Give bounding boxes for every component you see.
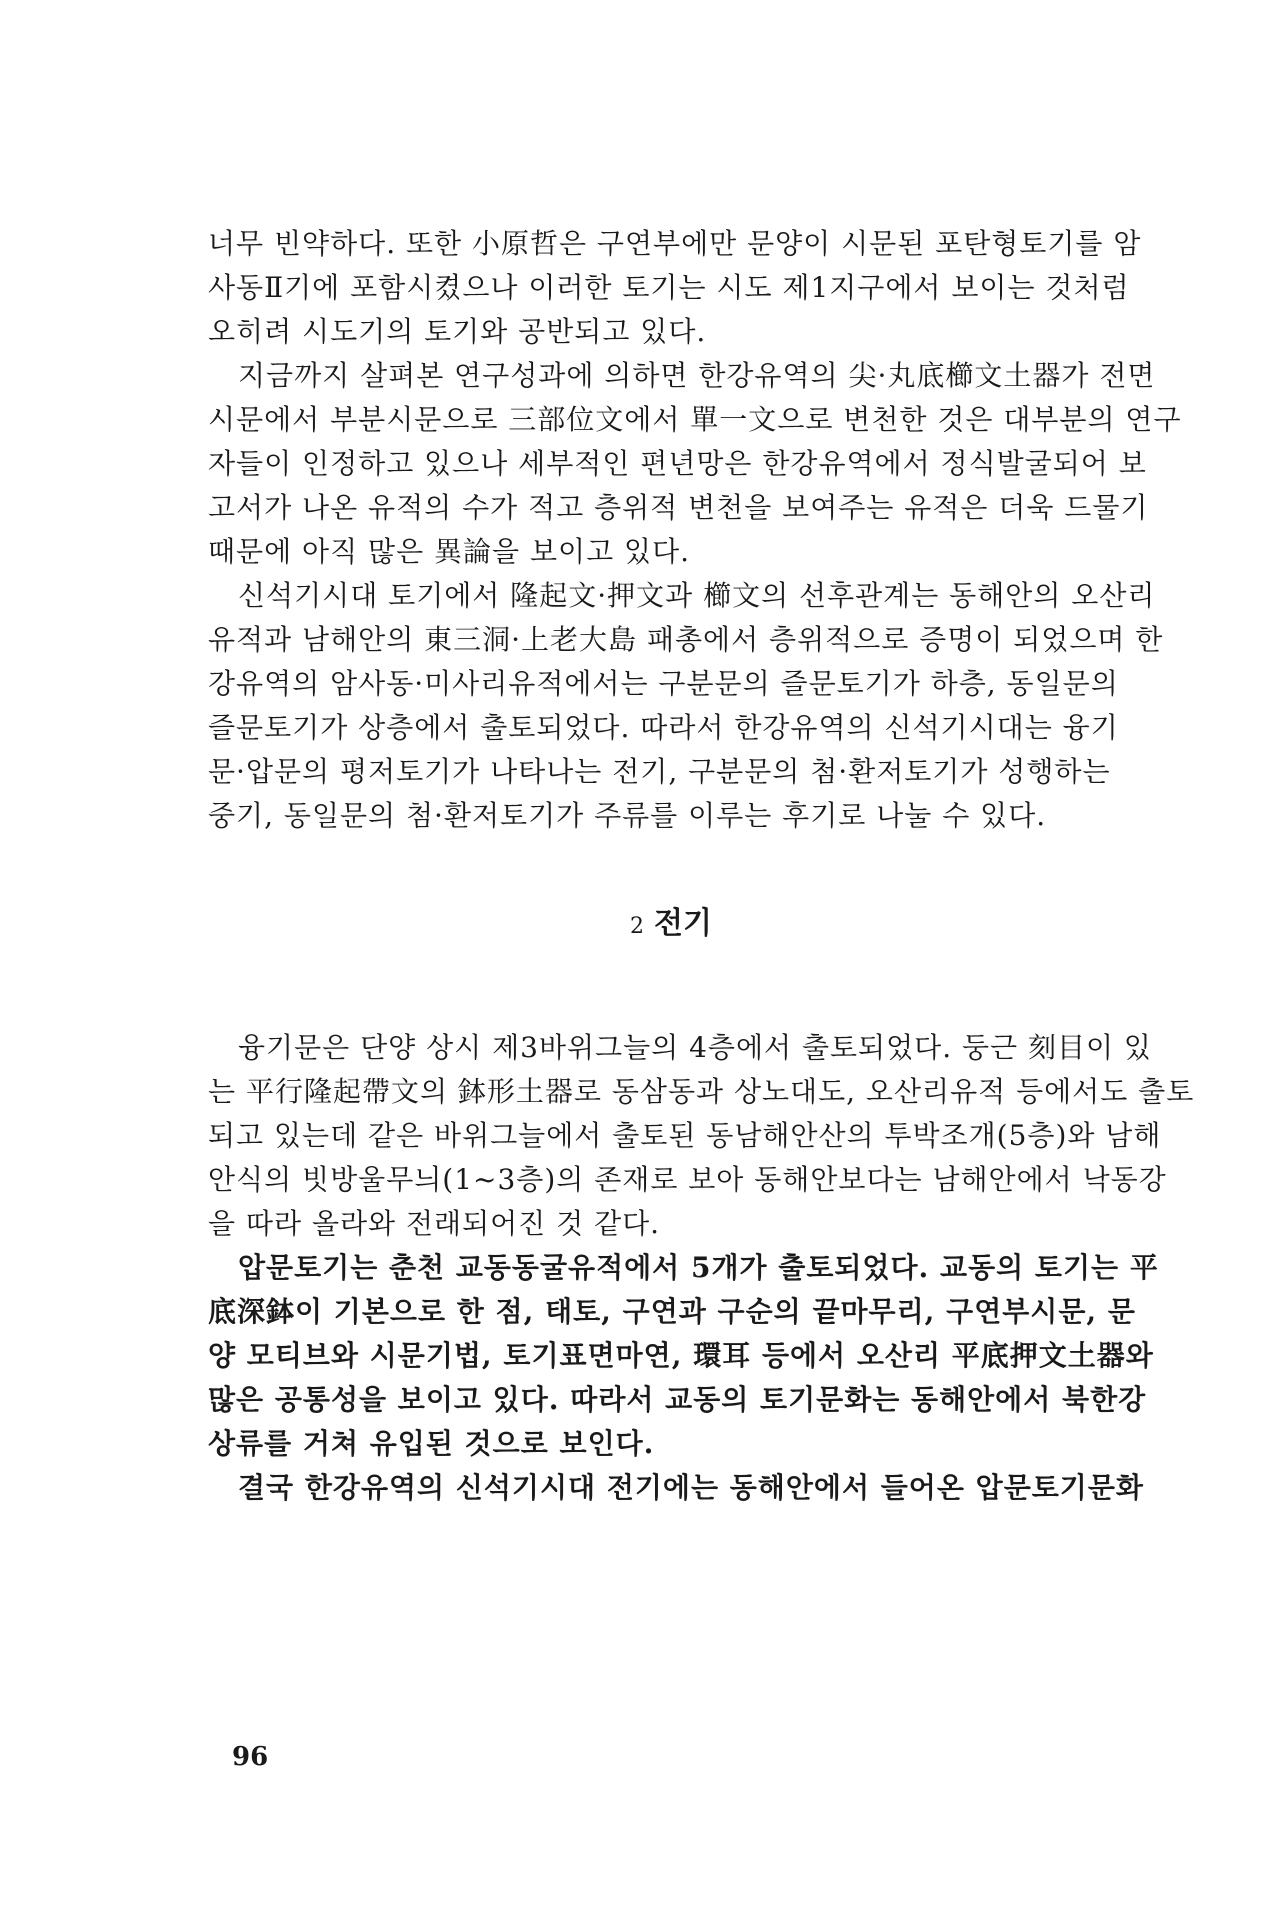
- text-line: 고서가 나온 유적의 수가 적고 층위적 변천을 보여주는 유적은 더욱 드물기: [208, 491, 1149, 524]
- paragraph: [208, 1246, 1159, 1466]
- section-number: 2: [630, 914, 645, 939]
- text-line: 는 平行隆起帶文의 鉢形土器로 동삼동과 상노대도, 오산리유적 등에서도 출토: [208, 1075, 1195, 1108]
- text-line: 오히려 시도기의 토기와 공반되고 있다.: [208, 315, 707, 348]
- text-line: 을 따라 올라와 전래되어진 것 같다.: [208, 1207, 661, 1240]
- text-line: 결국 한강유역의 신석기시대 전기에는 동해안에서 들어온 압문토기문화: [238, 1471, 1144, 1504]
- text-line: 底深鉢이 기본으로 한 점, 태토, 구연과 구순의 끝마무리, 구연부시문, 문: [208, 1295, 1136, 1328]
- text-line: 양 모티브와 시문기법, 토기표면마연, 環耳 등에서 오산리 平底押文土器와: [208, 1339, 1154, 1372]
- text-line: 문·압문의 평저토기가 나타나는 전기, 구분문의 첨·환저토기가 성행하는: [208, 755, 1111, 788]
- paragraph: [208, 354, 1182, 574]
- text-line: 시문에서 부분시문으로 三部位文에서 單一文으로 변천한 것은 대부분의 연구: [208, 403, 1182, 436]
- text-line: 신석기시대 토기에서 隆起文·押文과 櫛文의 선후관계는 동해안의 오산리: [238, 579, 1156, 612]
- text-line: 중기, 동일문의 첨·환저토기가 주류를 이루는 후기로 나눌 수 있다.: [208, 799, 1047, 832]
- paragraph: [208, 222, 1142, 354]
- section-heading: [208, 902, 1134, 946]
- text-line: 자들이 인정하고 있으나 세부적인 편년망은 한강유역에서 정식발굴되어 보: [208, 447, 1147, 480]
- text-line: 사동Ⅱ기에 포함시켰으나 이러한 토기는 시도 제1지구에서 보이는 것처럼: [208, 271, 1130, 304]
- paragraph: [208, 1466, 1144, 1510]
- text-line: 많은 공통성을 보이고 있다. 따라서 교동의 토기문화는 동해안에서 북한강: [208, 1383, 1147, 1416]
- text-line: 융기문은 단양 상시 제3바위그늘의 4층에서 출토되었다. 둥근 刻目이 있: [238, 1031, 1152, 1064]
- section-title: 전기: [654, 906, 712, 941]
- text-line: 유적과 남해안의 東三洞·上老大島 패총에서 층위적으로 증명이 되었으며 한: [208, 623, 1164, 656]
- text-line: 압문토기는 춘천 교동동굴유적에서 5개가 출토되었다. 교동의 토기는 平: [238, 1251, 1159, 1284]
- text-line: 지금까지 살펴본 연구성과에 의하면 한강유역의 尖·丸底櫛文土器가 전면: [238, 359, 1156, 392]
- text-line: 즐문토기가 상층에서 출토되었다. 따라서 한강유역의 신석기시대는 융기: [208, 711, 1119, 744]
- text-line: 때문에 아직 많은 異論을 보이고 있다.: [208, 535, 691, 568]
- text-line: 상류를 거쳐 유입된 것으로 보인다.: [208, 1427, 655, 1460]
- paragraph: [208, 1026, 1195, 1246]
- text-line: 안식의 빗방울무늬(1~3층)의 존재로 보아 동해안보다는 남해안에서 낙동강: [208, 1163, 1167, 1196]
- text-line: 되고 있는데 같은 바위그늘에서 출토된 동남해안산의 투박조개(5층)와 남해: [208, 1119, 1162, 1152]
- text-line: 너무 빈약하다. 또한 小原哲은 구연부에만 문양이 시문된 포탄형토기를 암: [208, 227, 1142, 260]
- page-number: 96: [232, 1742, 269, 1772]
- paragraph: [208, 574, 1164, 838]
- page-body: [208, 222, 1195, 1862]
- text-line: 강유역의 암사동·미사리유적에서는 구분문의 즐문토기가 하층, 동일문의: [208, 667, 1119, 700]
